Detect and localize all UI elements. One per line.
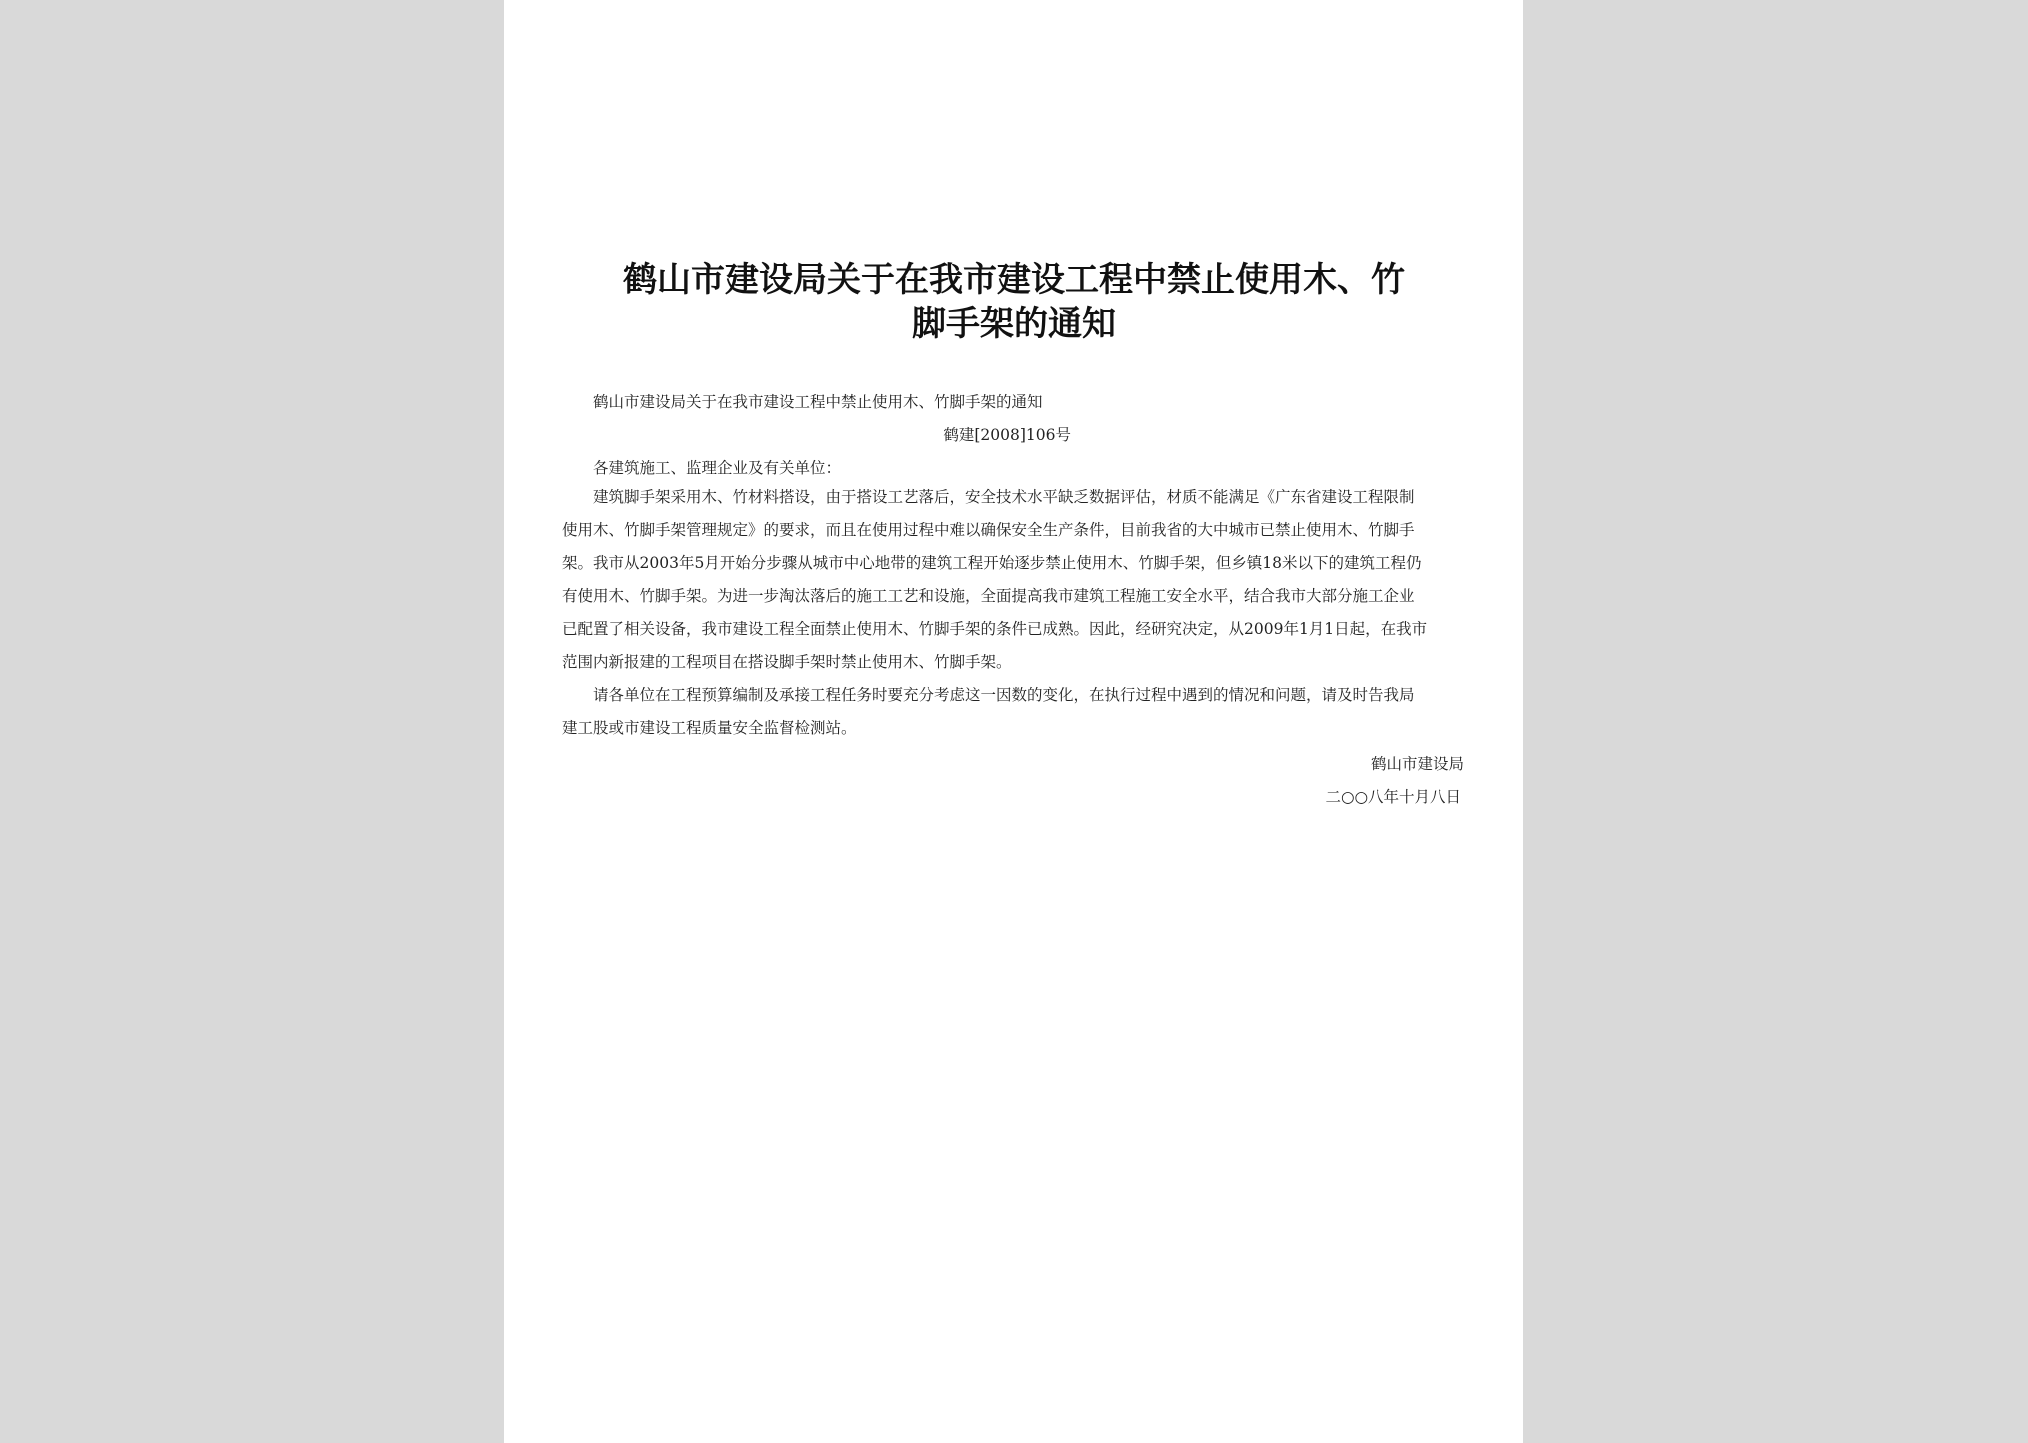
paragraph-line: 有使用木、竹脚手架。为进一步淘汰落后的施工工艺和设施，全面提高我市建筑工程施工安全水平，结合我市大部分施工企业 (562, 587, 1415, 605)
page-title (599, 258, 1429, 346)
paragraph-line: 架。我市从2003年5月开始分步骤从城市中心地带的建筑工程开始逐步禁止使用木、竹脚手架，但乡镇18米以下的建筑工程仍 (562, 554, 1422, 572)
paragraph-line: 已配置了相关设备，我市建设工程全面禁止使用木、竹脚手架的条件已成熟。因此，经研究决定，从2009年1月1日起，在我市 (562, 620, 1428, 638)
paragraph-1 (562, 481, 1467, 679)
document-page (504, 0, 1523, 1443)
signer: 鹤山市建设局 (1370, 755, 1464, 773)
paragraph-2 (562, 679, 1467, 745)
document-subtitle: 鹤山市建设局关于在我市建设工程中禁止使用木、竹脚手架的通知 (593, 393, 1043, 411)
title-line-1: 鹤山市建设局关于在我市建设工程中禁止使用木、竹 (623, 260, 1405, 300)
paragraph-line: 建筑脚手架采用木、竹材料搭设，由于搭设工艺落后，安全技术水平缺乏数据评估，材质不能满足《广东省建设工程限制 (593, 488, 1415, 506)
sign-date: 二○○八年十月八日 (1325, 788, 1461, 806)
document-number: 鹤建[2008]106号 (943, 426, 1071, 444)
paragraph-line: 范围内新报建的工程项目在搭设脚手架时禁止使用木、竹脚手架。 (562, 653, 1012, 671)
title-line-2: 脚手架的通知 (912, 304, 1116, 344)
paragraph-line: 使用木、竹脚手架管理规定》的要求，而且在使用过程中难以确保安全生产条件，目前我省的大中城市已禁止使用木、竹脚手 (562, 521, 1415, 539)
salutation: 各建筑施工、监理企业及有关单位： (593, 459, 842, 477)
paragraph-line: 请各单位在工程预算编制及承接工程任务时要充分考虑这一因数的变化，在执行过程中遇到的情况和问题，请及时告我局 (593, 686, 1415, 704)
paragraph-line: 建工股或市建设工程质量安全监督检测站。 (562, 719, 857, 737)
